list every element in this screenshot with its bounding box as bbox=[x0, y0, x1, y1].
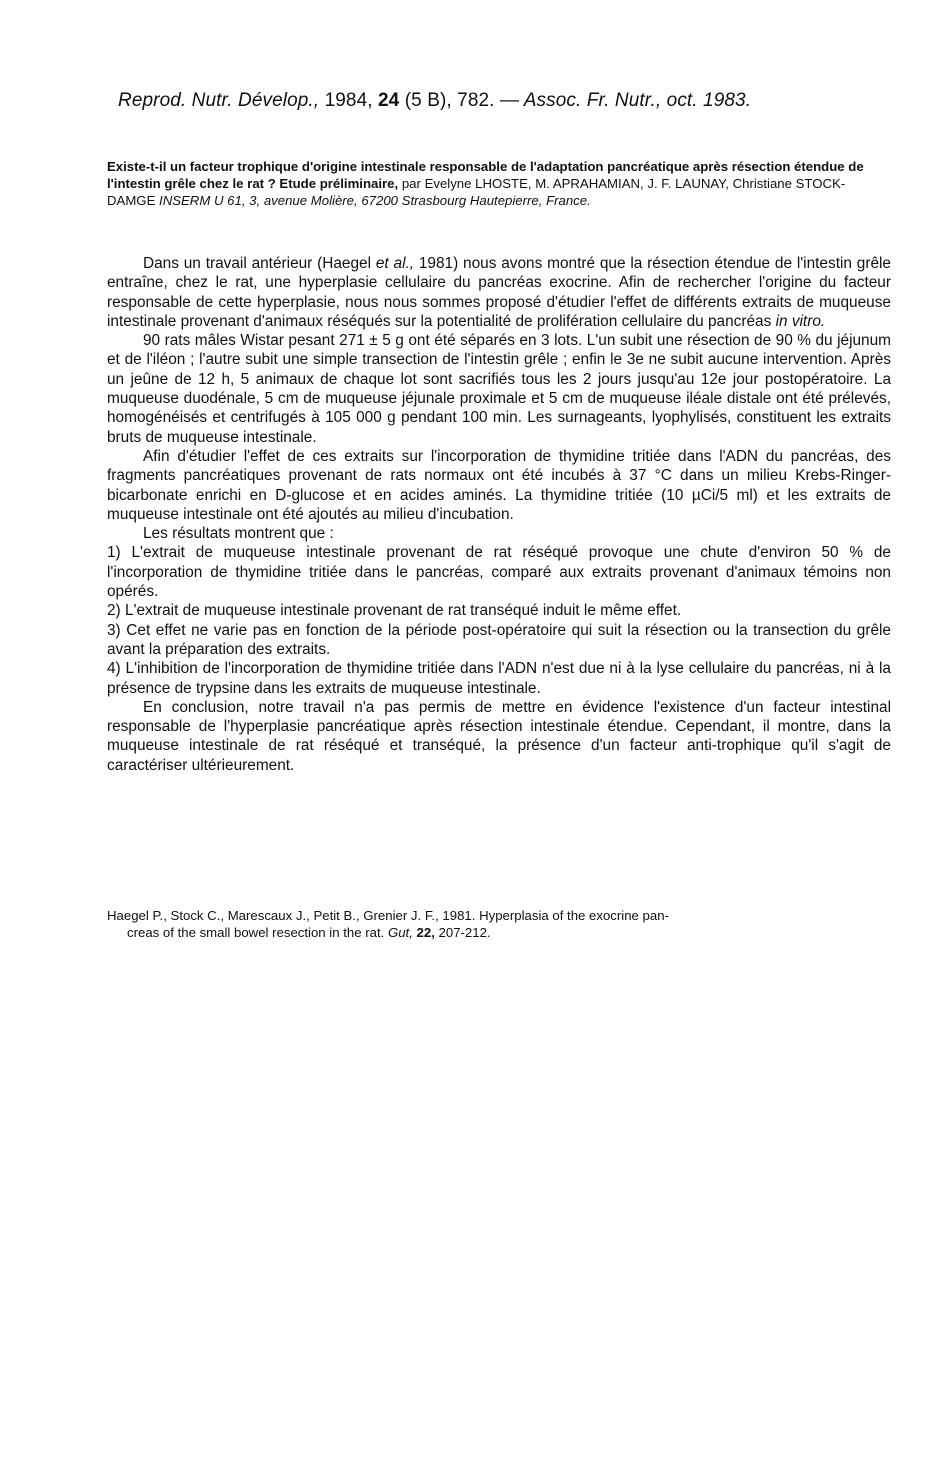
result-item-3: 3) Cet effet ne varie pas en fonction de la période post-opératoire qui suit la résection ou la transection du grêle avant la préparation des extraits. bbox=[107, 621, 891, 658]
article-authors: Evelyne LHOSTE, M. APRAHAMIAN, J. F. LAUNAY, Christiane STOCK-DAMGE bbox=[107, 176, 846, 208]
journal-name: Reprod. Nutr. Dévelop., bbox=[118, 90, 320, 111]
reference-entry bbox=[107, 907, 891, 941]
volume-number: 24 bbox=[378, 90, 400, 111]
issue-pages: (5 B), 782. bbox=[404, 90, 495, 111]
article-title: Existe-t-il un facteur trophique d'origine intestinale responsable de l'adaptation pancréatique après résection étendue de l'intestin grêle chez le rat ? Etude préliminaire, bbox=[107, 159, 864, 191]
intro-etal: et al., bbox=[375, 255, 415, 272]
reference-journal: Gut, bbox=[387, 925, 413, 940]
article-heading bbox=[107, 158, 891, 209]
by-label: par bbox=[401, 176, 421, 191]
running-header bbox=[118, 90, 878, 112]
header-separator: — bbox=[499, 90, 520, 111]
paragraph-results-intro: Les résultats montrent que : bbox=[143, 525, 334, 543]
association-name: Assoc. Fr. Nutr., oct. 1983. bbox=[523, 90, 752, 111]
article-affiliation: INSERM U 61, 3, avenue Molière, 67200 Strasbourg Hautepierre, France. bbox=[159, 193, 591, 208]
paragraph-methods: 90 rats mâles Wistar pesant 271 ± 5 g ont été séparés en 3 lots. L'un subit une résection de 90 % du jéjunum et de l'iléon ; l'autre subit une simple transection de l'intestin grêle ; enfin le 3e ne subit aucune intervention. Après un jeûne de 12 h, 5 animaux de chaque lot sont sacrifiés tous les 2 jours jusqu'au 12e jour postopératoire. La muqueuse duodénale, 5 cm de muqueuse jéjunale proximale et 5 cm de muqueuse iléale distale ont été prélevés, homogénéisés et centrifugés à 105 000 g pendant 100 min. Les surnageants, lyophylisés, constituent les extraits bruts de muqueuse intestinale. bbox=[107, 332, 891, 446]
reference-pages: 207-212. bbox=[434, 925, 491, 940]
publication-year: 1984, bbox=[324, 90, 373, 111]
reference-continuation bbox=[107, 924, 891, 941]
intro-in-vitro: in vitro. bbox=[775, 312, 826, 330]
paragraph-incubation: Afin d'étudier l'effet de ces extraits sur l'incorporation de thymidine tritiée dans l'ADN du pancréas, des fragments pancréatiques provenant de rats normaux ont été incubés à 37 °C dans un milieu Krebs-Ringer-bicarbonate enrichi en D-glucose et en acides aminés. La thymidine tritiée (10 µCi/5 ml) et les extraits de muqueuse intestinale ont été ajoutés au milieu d'incubation. bbox=[107, 447, 891, 523]
result-item-1: 1) L'extrait de muqueuse intestinale provenant de rat réséqué provoque une chute d'environ 50 % de l'incorporation de thymidine tritiée dans le pancréas, comparé aux extraits provenant d'animaux témoins non opérés. bbox=[107, 544, 891, 601]
intro-text-b: 1981) nous avons montré que la résection étendue de l'intestin grêle entraîne, chez le rat, une hyperplasie cellulaire du pancréas exocrine. Afin de rechercher l'origine du facteur responsable de cette hyperplasie, nous nous sommes proposé d'étudier l'effet de différents extraits de muqueuse intestinale provenant d'animaux réséqués sur la potentialité de prolifération cellulaire du pancréas bbox=[107, 255, 891, 330]
reference-text-b: creas of the small bowel resection in the rat. bbox=[127, 925, 388, 940]
reference-text-a: Haegel P., Stock C., Marescaux J., Petit B., Grenier J. F., 1981. Hyperplasia of the exocrine pan- bbox=[107, 908, 669, 923]
paragraph-intro bbox=[107, 254, 891, 331]
result-item-2: 2) L'extrait de muqueuse intestinale provenant de rat transéqué induit le même effet. bbox=[107, 602, 682, 620]
intro-text-a: Dans un travail antérieur (Haegel bbox=[143, 255, 376, 272]
paragraph-conclusion: En conclusion, notre travail n'a pas permis de mettre en évidence l'existence d'un facteur intestinal responsable de l'hyperplasie pancréatique après résection intestinale étendue. Cependant, il montre, dans la muqueuse intestinale de rat réséqué et transéqué, la présence d'un facteur anti-trophique qu'il s'agit de caractériser ultérieurement. bbox=[107, 698, 891, 774]
article-body bbox=[107, 254, 891, 775]
result-item-4: 4) L'inhibition de l'incorporation de thymidine tritiée dans l'ADN n'est due ni à la lyse cellulaire du pancréas, ni à la présence de trypsine dans les extraits de muqueuse intestinale. bbox=[107, 660, 891, 697]
reference-volume: 22, bbox=[412, 925, 435, 940]
